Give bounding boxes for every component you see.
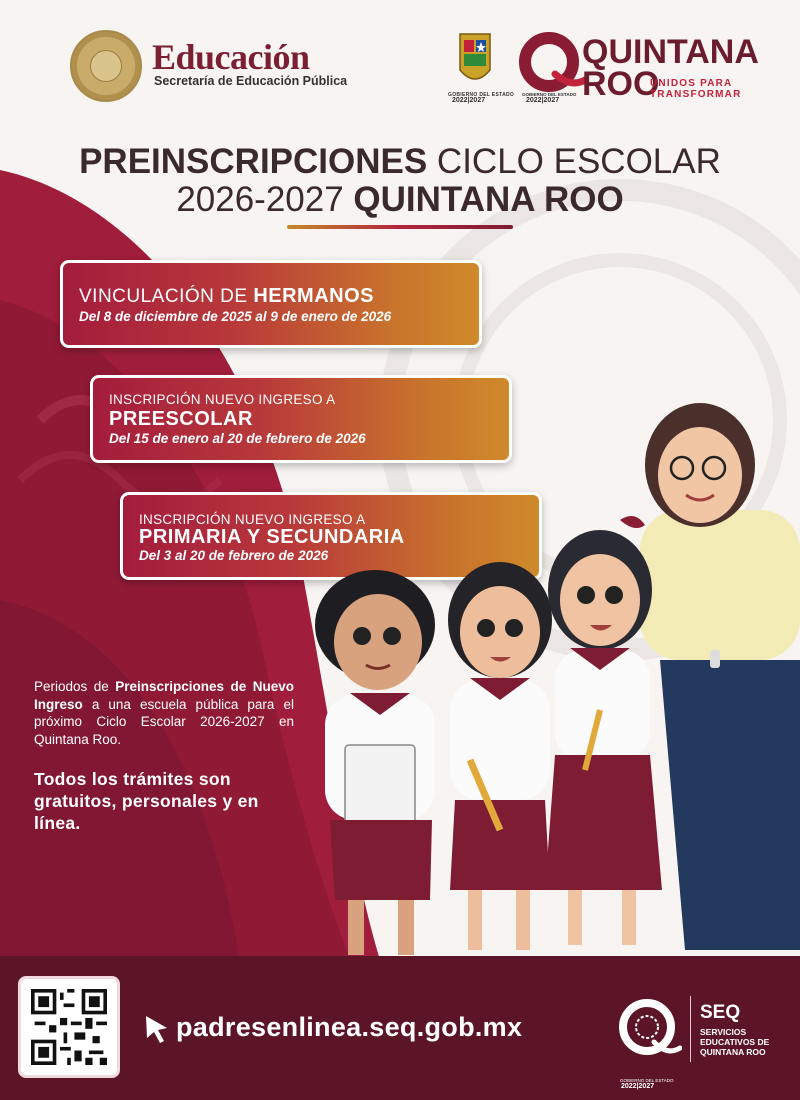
qroo-tagline-2: TRANSFORMAR bbox=[650, 89, 742, 100]
title-underline bbox=[287, 225, 513, 229]
footer bbox=[0, 956, 800, 1100]
quintana-roo-q-icon bbox=[515, 28, 587, 100]
state-shield-icon bbox=[452, 30, 498, 90]
card-highlight: PRIMARIA Y SECUNDARIA bbox=[139, 526, 405, 548]
mexico-seal-icon bbox=[70, 30, 142, 102]
qroo-name-line2: ROO bbox=[582, 65, 660, 103]
title-year: 2026-2027 bbox=[176, 180, 354, 219]
card-highlight: PREESCOLAR bbox=[109, 408, 253, 430]
title-rest: CICLO ESCOLAR bbox=[427, 142, 721, 181]
header bbox=[0, 0, 800, 130]
gov-years: 2022|2027 bbox=[452, 97, 486, 104]
website-link[interactable]: padresenlinea.seq.gob.mx bbox=[176, 1012, 523, 1042]
card-dates: Del 3 al 20 de febrero de 2026 bbox=[139, 548, 329, 563]
title-state: QUINTANA ROO bbox=[353, 180, 624, 219]
education-subtitle: Secretaría de Educación Pública bbox=[154, 74, 348, 88]
seq-logo-icon bbox=[612, 994, 682, 1064]
qr-code-frame[interactable] bbox=[18, 976, 120, 1078]
description-text bbox=[34, 678, 294, 748]
seq-title: SEQ bbox=[700, 1002, 741, 1023]
qroo-tagline bbox=[650, 78, 742, 100]
qroo-tagline-1: UNIDOS PARA bbox=[650, 78, 733, 89]
qroo-name-line1: QUINTANA bbox=[582, 33, 759, 71]
card-small: INSCRIPCIÓN NUEVO INGRESO A bbox=[109, 392, 336, 407]
qroo-years-label: GOBIERNO DEL ESTADO bbox=[522, 92, 577, 97]
page-title-line2 bbox=[0, 180, 800, 220]
seq-subtitle: SERVICIOS EDUCATIVOS DE QUINTANA ROO bbox=[700, 1027, 770, 1057]
qroo-years: 2022|2027 bbox=[526, 97, 560, 104]
seq-divider bbox=[690, 996, 691, 1062]
card-hermanos bbox=[60, 260, 482, 348]
card-dates: Del 15 de enero al 20 de febrero de 2026 bbox=[109, 431, 366, 446]
free-procedures-note: Todos los trámites son gratuitos, personales y en línea. bbox=[34, 769, 259, 833]
card-highlight: HERMANOS bbox=[253, 285, 374, 307]
card-dates: Del 8 de diciembre de 2025 al 9 de enero de 2026 bbox=[79, 309, 392, 324]
desc-part1: Periodos de bbox=[34, 679, 116, 694]
card-hermanos-title bbox=[79, 285, 374, 308]
card-prefix: VINCULACIÓN DE bbox=[79, 286, 254, 307]
page-title-line1 bbox=[0, 142, 800, 182]
desc-part2: a una escuela pública para el próximo Ciclo Escolar 2026-2027 en Quintana Roo. bbox=[34, 696, 294, 747]
students-teacher-illustration bbox=[300, 380, 800, 960]
education-title: Educación bbox=[152, 37, 310, 77]
cursor-icon bbox=[143, 1014, 171, 1044]
seq-years-label: GOBIERNO DEL ESTADO bbox=[620, 1078, 674, 1083]
title-bold: PREINSCRIPCIONES bbox=[79, 142, 428, 181]
qr-code-icon bbox=[31, 989, 107, 1065]
seq-years: 2022|2027 bbox=[621, 1083, 655, 1090]
card-small: INSCRIPCIÓN NUEVO INGRESO A bbox=[139, 512, 366, 527]
desc-bold: Preinscripciones de Nuevo Ingreso bbox=[34, 679, 294, 712]
gov-years-label: GOBIERNO DEL ESTADO bbox=[448, 92, 515, 98]
